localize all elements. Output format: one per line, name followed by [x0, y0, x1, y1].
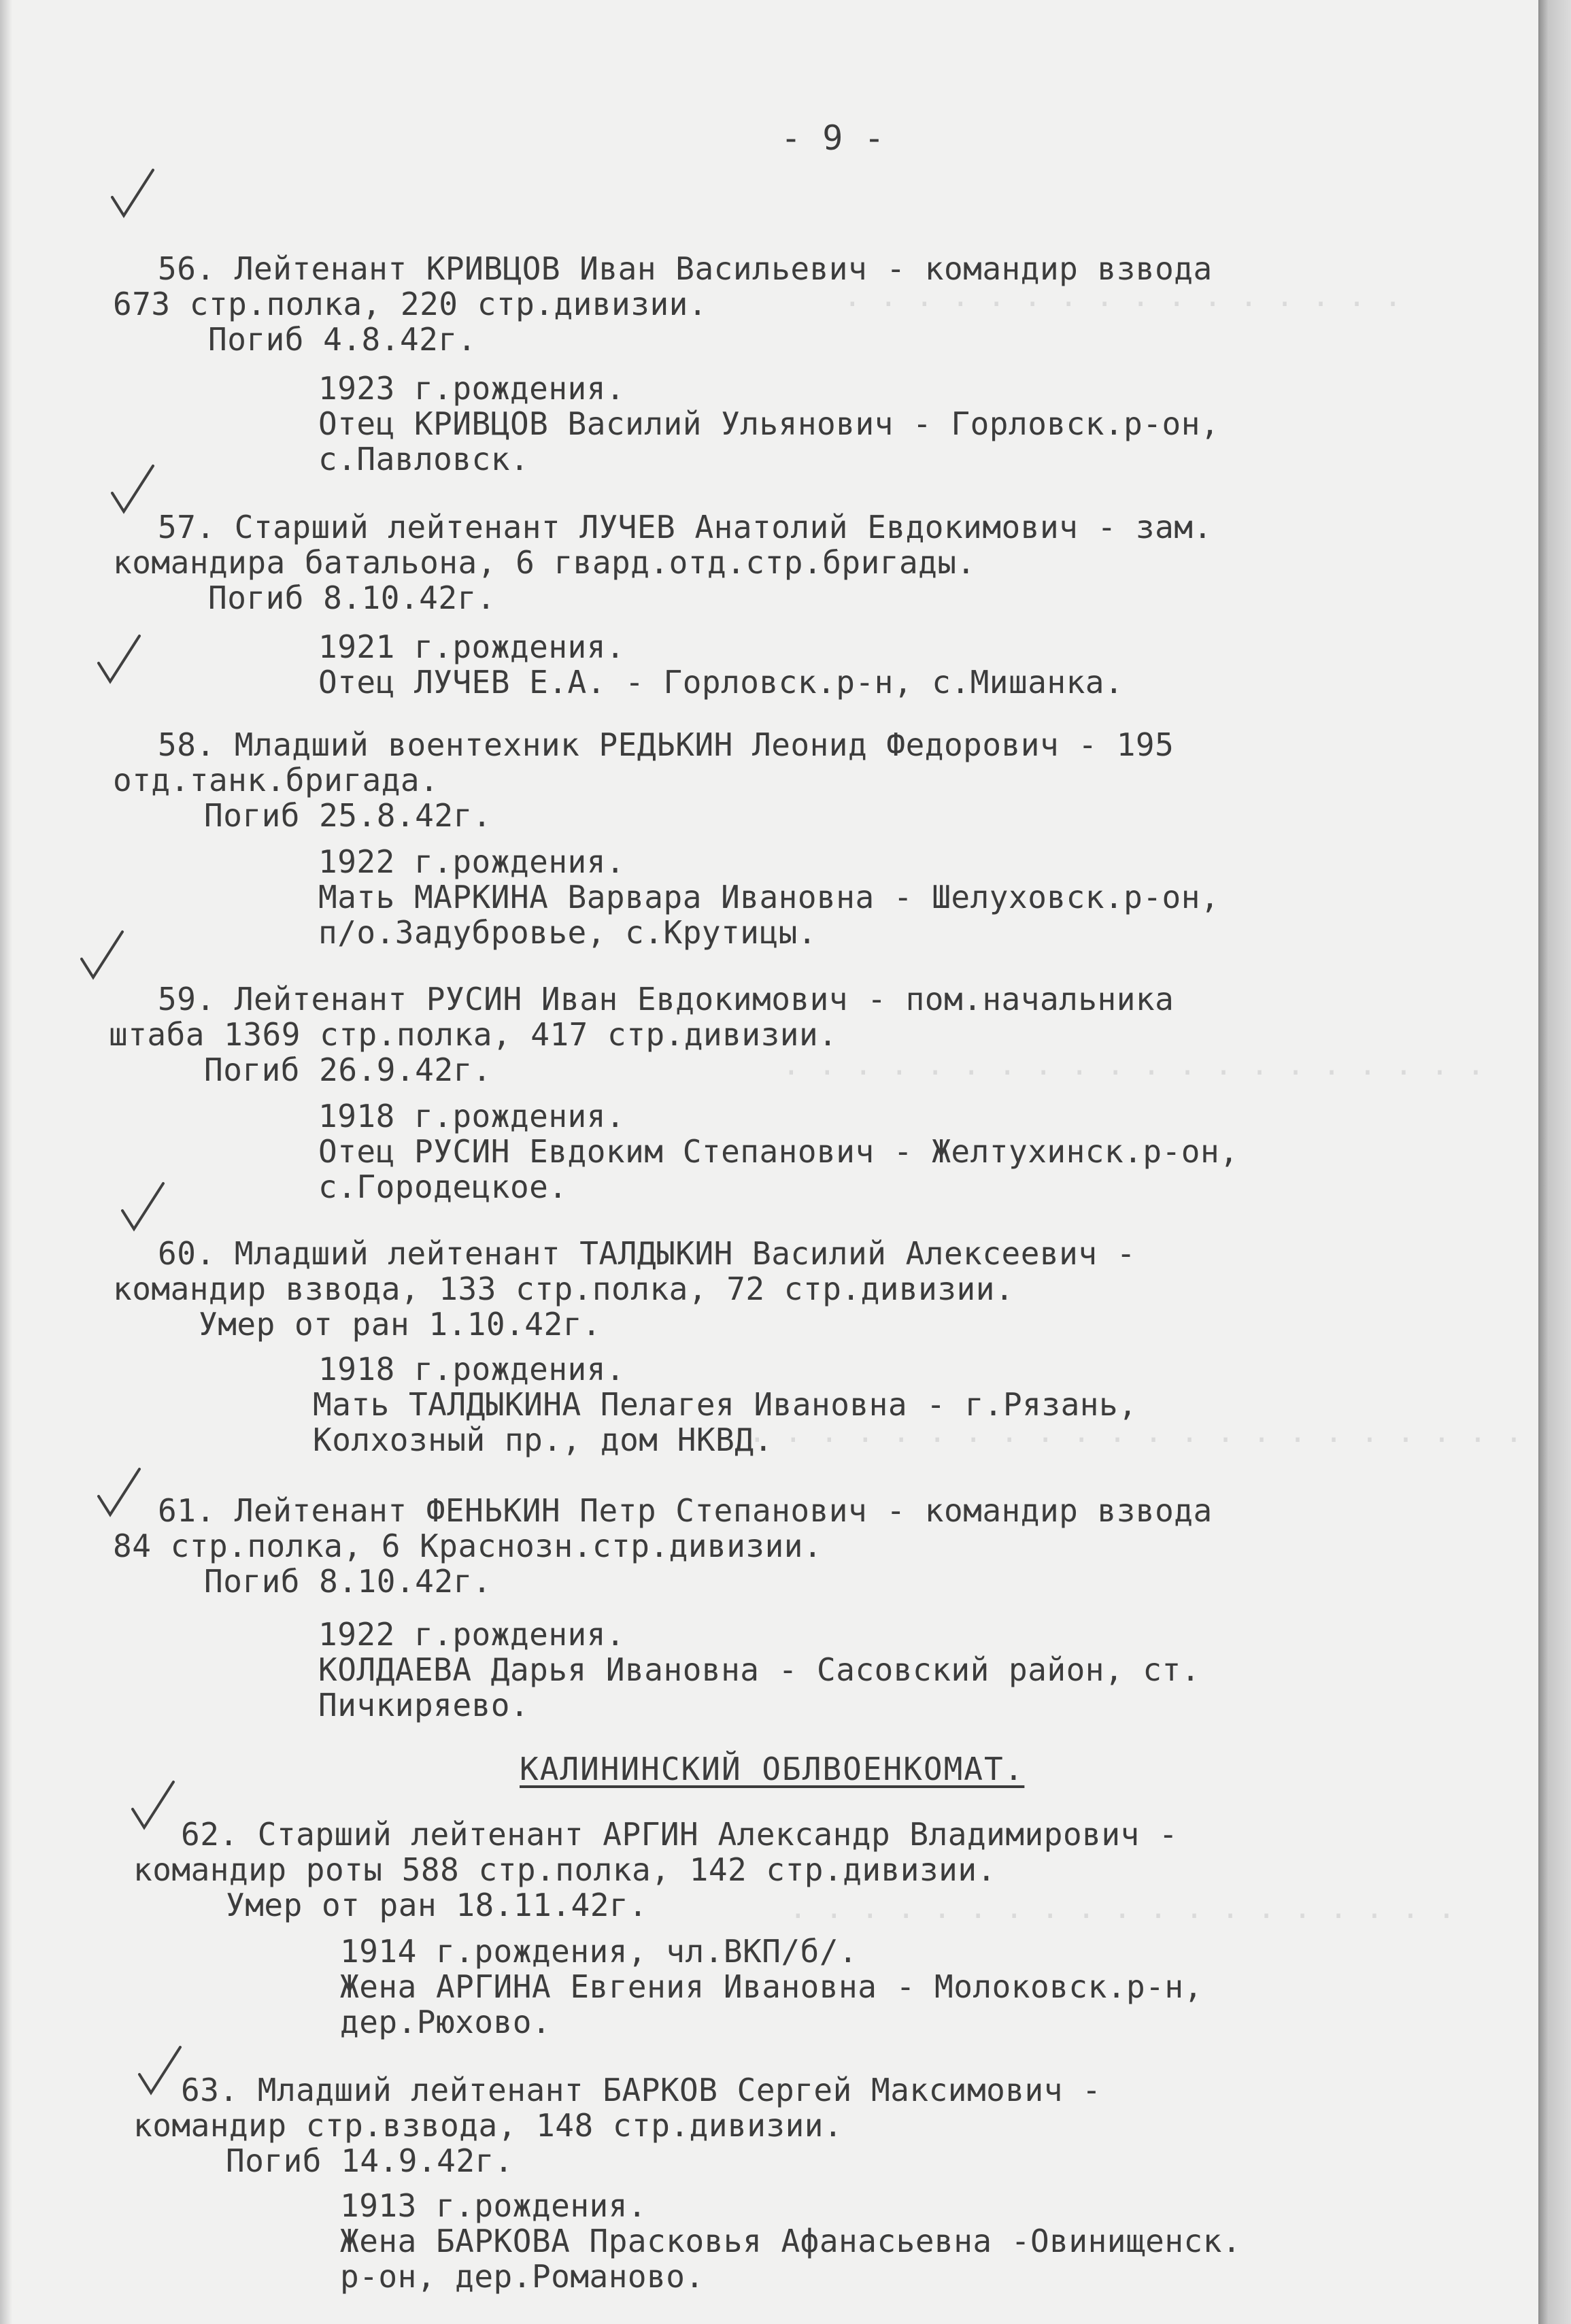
entry-line: 1923 г.рождения. [318, 370, 626, 407]
entry-line: Мать ТАЛДЫКИНА Пелагея Ивановна - г.Рязань, [313, 1386, 1138, 1423]
entry-line: дер.Рюхово. [340, 2004, 552, 2040]
entry-line: 84 стр.полка, 6 Краснозн.стр.дивизии. [113, 1528, 823, 1564]
entry-line: 1922 г.рождения. [318, 1616, 626, 1653]
entry-line: Погиб 4.8.42г. [208, 321, 477, 358]
entry-line: Погиб 8.10.42г. [204, 1563, 492, 1600]
entry-line: 1921 г.рождения. [318, 628, 626, 665]
page-number: - 9 - [781, 118, 885, 158]
entry-line: 1913 г.рождения. [340, 2187, 647, 2224]
entry-line: Отец КРИВЦОВ Василий Ульянович - Горловск.р-он, [318, 405, 1220, 442]
entry-line: п/о.Задубровье, с.Крутицы. [318, 914, 817, 951]
checkmark-icon [136, 2044, 184, 2098]
checkmark-icon [109, 462, 156, 517]
entry-line: 58. Младший воентехник РЕДЬКИН Леонид Федорович - 195 [158, 726, 1175, 763]
entry-line: 61. Лейтенант ФЕНЬКИН Петр Степанович - командир взвода [158, 1492, 1213, 1529]
entry-line: Мать МАРКИНА Варвара Ивановна - Шелуховск.р-он, [318, 879, 1220, 915]
page-left-shadow [0, 0, 12, 2324]
entry-line: Умер от ран 18.11.42г. [226, 1887, 648, 1923]
entry-line: 1918 г.рождения. [318, 1098, 626, 1134]
entry-line: командир роты 588 стр.полка, 142 стр.дивизии. [133, 1851, 996, 1888]
page-right-edge [1538, 0, 1571, 2324]
checkmark-icon [119, 1180, 167, 1234]
checkmark-icon [95, 1466, 143, 1520]
entry-line: 63. Младший лейтенант БАРКОВ Сергей Максимович - [181, 2072, 1102, 2108]
entry-line: 1914 г.рождения, чл.ВКП/б/. [340, 1933, 858, 1970]
entry-line: 60. Младший лейтенант ТАЛДЫКИН Василий Алексеевич - [158, 1235, 1136, 1272]
entry-line: с.Павловск. [318, 441, 530, 477]
entry-line: Погиб 14.9.42г. [226, 2142, 513, 2179]
entry-line: отд.танк.бригада. [113, 762, 439, 798]
entry-line: Погиб 8.10.42г. [208, 579, 496, 616]
entry-line: командир стр.взвода, 148 стр.дивизии. [133, 2107, 843, 2144]
entry-line: Колхозный пр., дом НКВД. [313, 1421, 773, 1458]
entry-line: Жена БАРКОВА Прасковья Афанасьевна -Овинищенск. [340, 2223, 1242, 2259]
entry-line: Отец РУСИН Евдоким Степанович - Желтухинск.р-он, [318, 1133, 1239, 1170]
entry-line: Жена АРГИНА Евгения Ивановна - Молоковск.р-н, [340, 1968, 1203, 2005]
entry-line: 62. Старший лейтенант АРГИН Александр Владимирович - [181, 1816, 1179, 1853]
entry-line: Погиб 26.9.42г. [204, 1051, 492, 1088]
checkmark-icon [78, 928, 126, 983]
entry-line: командира батальона, 6 гвард.отд.стр.бригады. [113, 544, 976, 581]
entry-line: 56. Лейтенант КРИВЦОВ Иван Васильевич - командир взвода [158, 250, 1213, 287]
checkmark-icon [109, 167, 156, 221]
entry-line: 673 стр.полка, 220 стр.дивизии. [113, 286, 708, 322]
bleed-through-text: . . . . . . . . . . . . . . . . . . . . . . . . . . . . . . . . . . . . . . . . . . . . . . . . . . . . . . . . . . . . . . . . . . . . . . . . . . . . . [748, 279, 1523, 1925]
entry-line: 1922 г.рождения. [318, 843, 626, 880]
entry-line: штаба 1369 стр.полка, 417 стр.дивизии. [109, 1016, 838, 1053]
entry-line: 59. Лейтенант РУСИН Иван Евдокимович - пом.начальника [158, 981, 1175, 1017]
entry-line: Отец ЛУЧЕВ Е.А. - Горловск.р-н, с.Мишанка. [318, 664, 1124, 701]
checkmark-icon [129, 1779, 177, 1833]
section-heading: КАЛИНИНСКИЙ ОБЛВОЕНКОМАТ. [520, 1751, 1025, 1787]
entry-line: 1918 г.рождения. [318, 1351, 626, 1387]
entry-line: 57. Старший лейтенант ЛУЧЕВ Анатолий Евдокимович - зам. [158, 509, 1213, 545]
checkmark-icon [95, 633, 143, 687]
entry-line: КОЛДАЕВА Дарья Ивановна - Сасовский район, ст. [318, 1651, 1200, 1688]
entry-line: с.Городецкое. [318, 1168, 568, 1205]
entry-line: командир взвода, 133 стр.полка, 72 стр.дивизии. [113, 1270, 1015, 1307]
entry-line: р-он, дер.Романово. [340, 2258, 705, 2295]
entry-line: Умер от ран 1.10.42г. [199, 1306, 602, 1343]
entry-line: Пичкиряево. [318, 1687, 530, 1723]
entry-line: Погиб 25.8.42г. [204, 797, 492, 834]
